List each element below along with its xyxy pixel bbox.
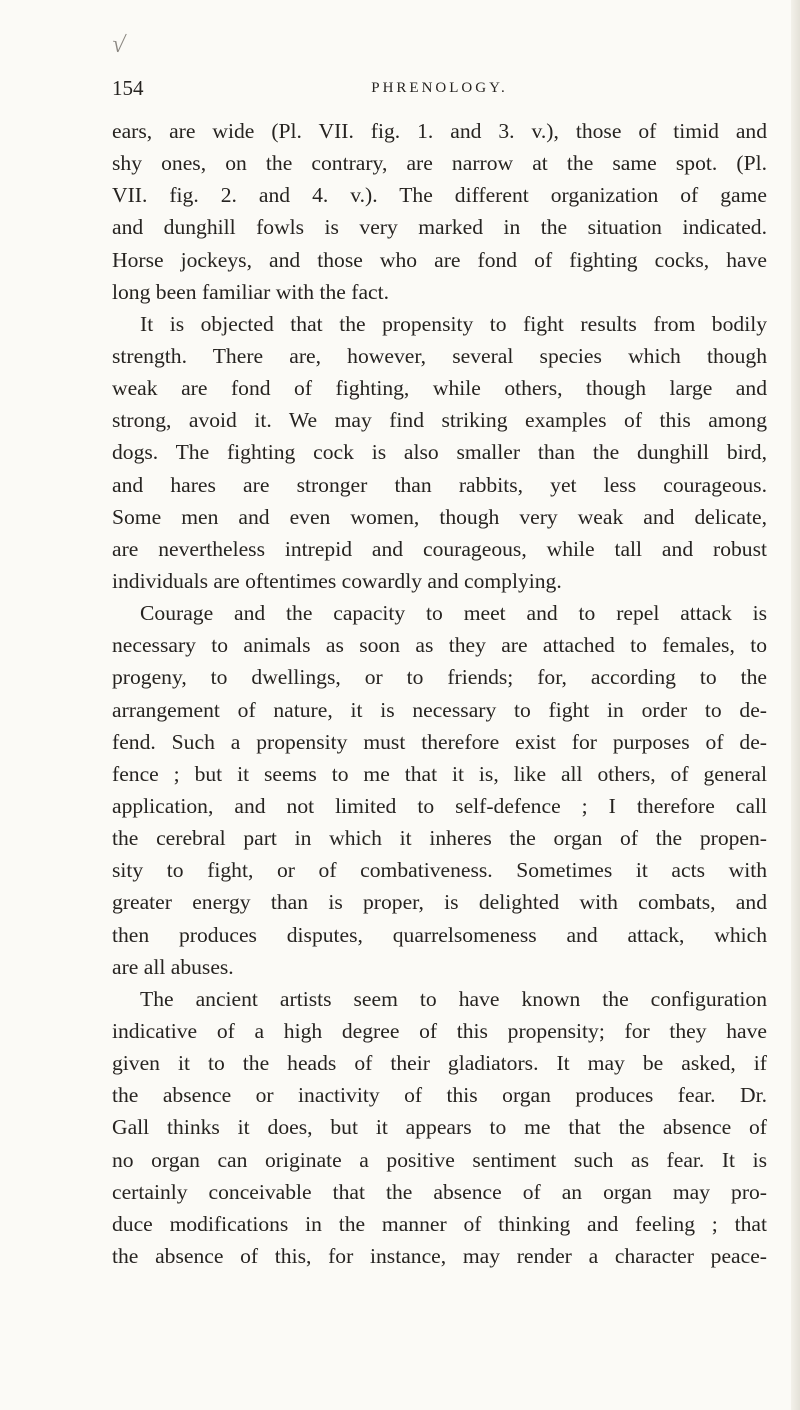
text-line: VII. fig. 2. and 4. v.). The different organization of game [112, 183, 767, 208]
text-line: The ancient artists seem to have known the configuration [140, 986, 767, 1011]
text-line: no organ can originate a positive sentiment such as fear. It is [112, 1147, 767, 1172]
text-line: strength. There are, however, several species which though [112, 343, 767, 368]
text-line: long been familiar with the fact. [112, 279, 390, 304]
text-line: are nevertheless intrepid and courageous, while tall and robust [112, 536, 767, 561]
text-line: arrangement of nature, it is necessary to fight in order to de- [112, 697, 767, 722]
pencil-check-mark: √ [110, 31, 127, 59]
text-line: fend. Such a propensity must therefore exist for purposes of de- [112, 729, 767, 754]
text-line: strong, avoid it. We may find striking examples of this among [112, 408, 767, 433]
text-line: sity to fight, or of combativeness. Sometimes it acts with [112, 858, 767, 883]
text-line: greater energy than is proper, is delighted with combats, and [112, 890, 767, 915]
page-edge [791, 0, 800, 1410]
text-line: progeny, to dwellings, or to friends; for, according to the [112, 665, 767, 690]
text-line: shy ones, on the contrary, are narrow at the same spot. (Pl. [112, 151, 767, 176]
text-line: the absence or inactivity of this organ produces fear. Dr. [112, 1083, 767, 1108]
page-number: 154 [112, 76, 144, 100]
text-line: individuals are oftentimes cowardly and complying. [112, 568, 562, 593]
text-line: the cerebral part in which it inheres the organ of the propen- [112, 826, 767, 851]
text-line: then produces disputes, quarrelsomeness and attack, which [112, 922, 767, 947]
page-title: PHRENOLOGY. [371, 80, 508, 96]
text-line: It is objected that the propensity to fight results from bodily [140, 311, 767, 336]
running-head [112, 72, 767, 102]
text-line: are all abuses. [112, 954, 234, 979]
body-text [112, 115, 767, 1272]
text-line: Gall thinks it does, but it appears to me that the absence of [112, 1115, 767, 1140]
text-line: dogs. The fighting cock is also smaller than the dunghill bird, [112, 440, 767, 465]
text-line: indicative of a high degree of this propensity; for they have [112, 1018, 767, 1043]
text-line: duce modifications in the manner of thinking and feeling ; that [112, 1211, 767, 1236]
text-line: Horse jockeys, and those who are fond of fighting cocks, have [112, 247, 767, 272]
text-line: application, and not limited to self-defence ; I therefore call [112, 793, 767, 818]
text-line: necessary to animals as soon as they are attached to females, to [112, 633, 767, 658]
text-line: the absence of this, for instance, may render a character peace- [112, 1243, 767, 1268]
text-line: and dunghill fowls is very marked in the situation indicated. [112, 215, 767, 240]
text-line: certainly conceivable that the absence of an organ may pro- [112, 1179, 767, 1204]
text-line: given it to the heads of their gladiators. It may be asked, if [112, 1051, 767, 1076]
text-line: Some men and even women, though very weak and delicate, [112, 504, 767, 529]
text-line: and hares are stronger than rabbits, yet less courageous. [112, 472, 767, 497]
text-line: weak are fond of fighting, while others, though large and [112, 376, 767, 401]
text-line: fence ; but it seems to me that it is, like all others, of general [112, 761, 767, 786]
text-line: ears, are wide (Pl. VII. fig. 1. and 3. v.), those of timid and [112, 119, 767, 143]
text-line: Courage and the capacity to meet and to repel attack is [140, 601, 767, 626]
